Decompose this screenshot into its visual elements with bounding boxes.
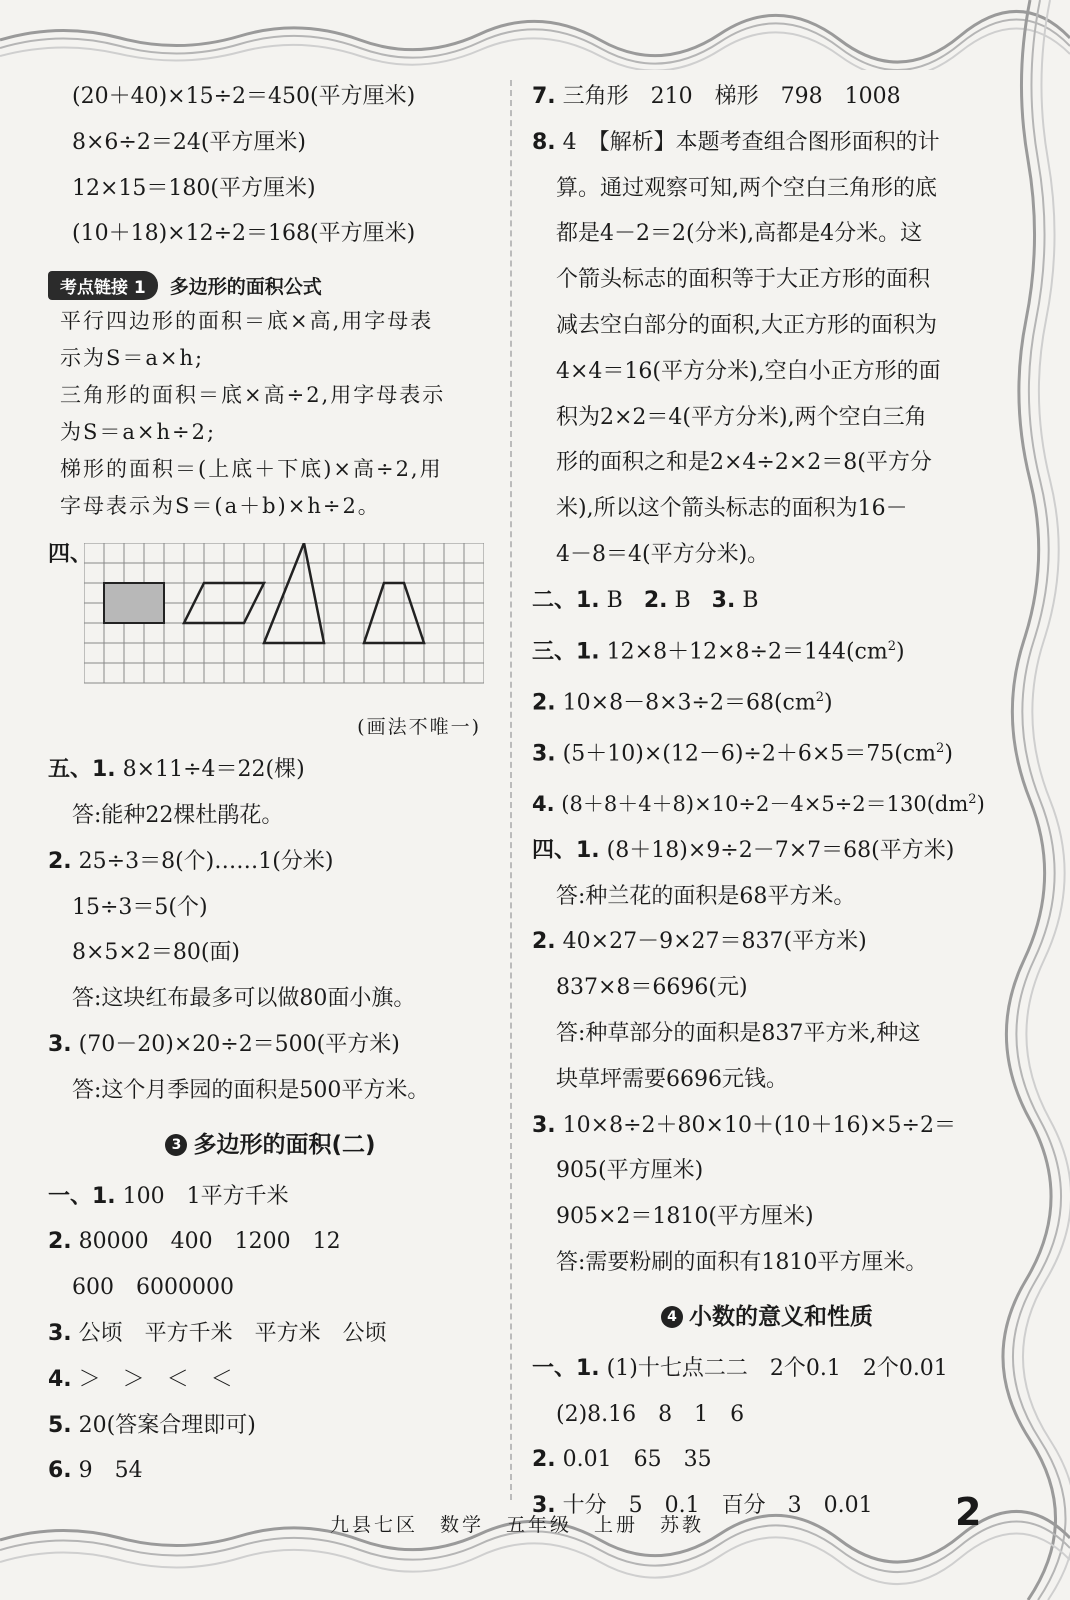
explanation-line: 都是4－2＝2(分米),高都是4分米。这 [556,221,923,247]
answer-line: 答:这个月季园的面积是500平方米。 [72,1077,430,1103]
answer-line: 答:需要粉刷的面积有1810平方厘米。 [556,1249,928,1275]
answer-text: ) [976,791,985,816]
section-title-text: 多边形的面积(二) [193,1131,376,1158]
answer-text: (8＋18)×9÷2－7×7＝68(平方米) [606,837,955,863]
question-tag: 四、 [48,541,93,568]
answer-line: 905×2＝1810(平方厘米) [556,1204,814,1230]
answer-text: (8＋8＋4＋8)×10÷2－4×5÷2＝130(dm [561,791,969,816]
answer-line: 答:能种22棵杜鹃花。 [72,802,284,828]
explanation-line: 算。通过观察可知,两个空白三角形的底 [556,175,937,201]
answer-line: (2)8.16 8 1 6 [556,1401,745,1427]
answer-line: 837×8＝6696(元) [556,975,748,1001]
question-tag: 6. [48,1458,72,1484]
page-footer: 九县七区 数学 五年级 上册 苏教 [330,1514,705,1536]
answer-text: ) [944,741,953,767]
formula-line: 梯形的面积＝(上底＋下底)×高÷2,用 [60,457,443,482]
answer-text: 12×8＋12×8÷2＝144(cm [606,638,888,664]
answer-text: 10×8－8×3÷2＝68(cm [562,690,816,716]
superscript: 2 [887,638,896,654]
answer-line: 600 6000000 [72,1275,234,1301]
answer-line: 15÷3＝5(个) [72,894,208,920]
answer-line: 8×6÷2＝24(平方厘米) [72,129,307,155]
question-tag: 4. [48,1366,72,1392]
answer-text: 十分 5 0.1 百分 3 0.01 [562,1493,873,1519]
section-title-text: 小数的意义和性质 [689,1303,873,1330]
section-title [48,1128,493,1162]
question-tag: 3. [532,741,556,767]
left-column [48,74,493,1494]
question-tag: 4. [532,791,555,816]
question-tag: 2. [643,587,668,613]
section-number-badge: 4 [661,1306,683,1328]
answer-text: ) [824,690,833,716]
answer-line: (20＋40)×15÷2＝450(平方厘米) [72,84,416,109]
question-tag: 一、1. [48,1183,116,1209]
answer-text: B [742,587,759,613]
answer-text: 10×8÷2＋80×10＋(10＋16)×5÷2＝ [562,1112,956,1138]
question-tag: 五、1. [48,757,116,783]
formula-line: 平行四边形的面积＝底×高,用字母表 [60,309,434,334]
kaodian-header [48,271,493,299]
question-tag: 5. [48,1412,72,1438]
explanation-line: 4－8＝4(平方分米)。 [556,541,770,567]
formula-line: 为S＝a×h÷2; [60,420,217,445]
question-tag: 2. [532,690,556,716]
answer-text: ＞ ＞ ＜ ＜ [78,1366,233,1392]
top-border-decoration [0,0,1070,70]
superscript: 2 [815,689,824,705]
answer-line: (10＋18)×12÷2＝168(平方厘米) [72,221,416,247]
explanation-line: 4×4＝16(平方分米),空白小正方形的面 [556,358,941,384]
kaodian-title: 多边形的面积公式 [169,275,322,298]
answer-text: 40×27－9×27＝837(平方米) [562,929,867,955]
section-number-badge: 3 [165,1134,187,1156]
answer-text: 8×11÷4＝22(棵) [122,757,305,783]
question-tag: 2. [48,1229,72,1255]
kaodian-badge: 考点链接 1 [48,271,158,300]
question-tag: 四、1. [532,837,600,863]
explanation-line: 个箭头标志的面积等于大正方形的面积 [556,267,931,293]
explanation-line: 形的面积之和是2×4÷2×2＝8(平方分 [556,450,932,476]
explanation-line: 减去空白部分的面积,大正方形的面积为 [556,312,937,338]
answer-text: 100 1平方千米 [122,1183,289,1209]
right-border-decoration [1000,0,1070,1600]
formula-line: 三角形的面积＝底×高÷2,用字母表示 [60,383,446,408]
answer-text: 20(答案合理即可) [78,1412,256,1438]
question-tag: 2. [532,1447,556,1473]
question-tag: 2. [532,929,556,955]
answer-line: 块草坪需要6696元钱。 [556,1066,788,1092]
explanation-line: 米),所以这个箭头标志的面积为16－ [556,496,908,522]
section-title [532,1300,1002,1334]
explanation-line: 积为2×2＝4(平方分米),两个空白三角 [556,404,927,430]
question-tag: 3. [48,1320,72,1346]
shape-grid-figure [84,543,484,703]
answer-text: 9 54 [78,1458,143,1484]
trapezoid-shape [364,583,424,643]
question-tag: 3. [532,1112,556,1138]
answer-text: 0.01 65 35 [562,1447,712,1473]
page-number: 2 [955,1490,982,1534]
answer-text: B [674,587,691,613]
answer-text: (70－20)×20÷2＝500(平方米) [78,1031,400,1057]
answer-text: 4 【解析】本题考查组合图形面积的计 [562,129,940,155]
answer-text: (5＋10)×(12－6)÷2＋6×5＝75(cm [562,741,937,767]
answer-line: 8×5×2＝80(面) [72,940,241,966]
question-tag: 三、1. [532,638,600,664]
question-tag: 3. [532,1493,556,1519]
answer-text: ) [896,638,905,664]
superscript: 2 [968,791,977,807]
formula-line: 示为S＝a×h; [60,346,205,371]
answer-line: 答:种兰花的面积是68平方米。 [556,883,856,909]
answer-text: 80000 400 1200 12 [78,1229,341,1255]
answer-text: (1)十七点二二 2个0.1 2个0.01 [606,1355,948,1381]
answer-text: 25÷3＝8(个)……1(分米) [78,848,334,874]
answer-line: 答:种草部分的面积是837平方米,种这 [556,1020,921,1046]
answer-text: 三角形 210 梯形 798 1008 [562,84,901,109]
answer-line: 12×15＝180(平方厘米) [72,175,316,201]
right-column [532,74,1002,1529]
question-tag: 3. [711,587,736,613]
question-tag: 2. [48,848,72,874]
question-tag: 3. [48,1031,72,1057]
answer-line: 905(平方厘米) [556,1158,704,1184]
triangle-shape [264,543,324,643]
drawing-note: (画法不唯一) [357,716,481,739]
answer-text: 公顷 平方千米 平方米 公顷 [78,1320,387,1346]
answer-text: B [606,587,623,613]
superscript: 2 [936,740,945,756]
grid-drawing-row [48,537,493,707]
question-tag: 二、1. [532,587,600,613]
square-shape [104,583,164,623]
question-tag: 7. [532,84,556,109]
question-tag: 8. [532,129,556,155]
question-tag: 一、1. [532,1355,600,1381]
column-divider [510,80,512,1500]
formula-line: 字母表示为S＝(a＋b)×h÷2。 [60,494,381,519]
answer-line: 答:这块红布最多可以做80面小旗。 [72,986,416,1012]
